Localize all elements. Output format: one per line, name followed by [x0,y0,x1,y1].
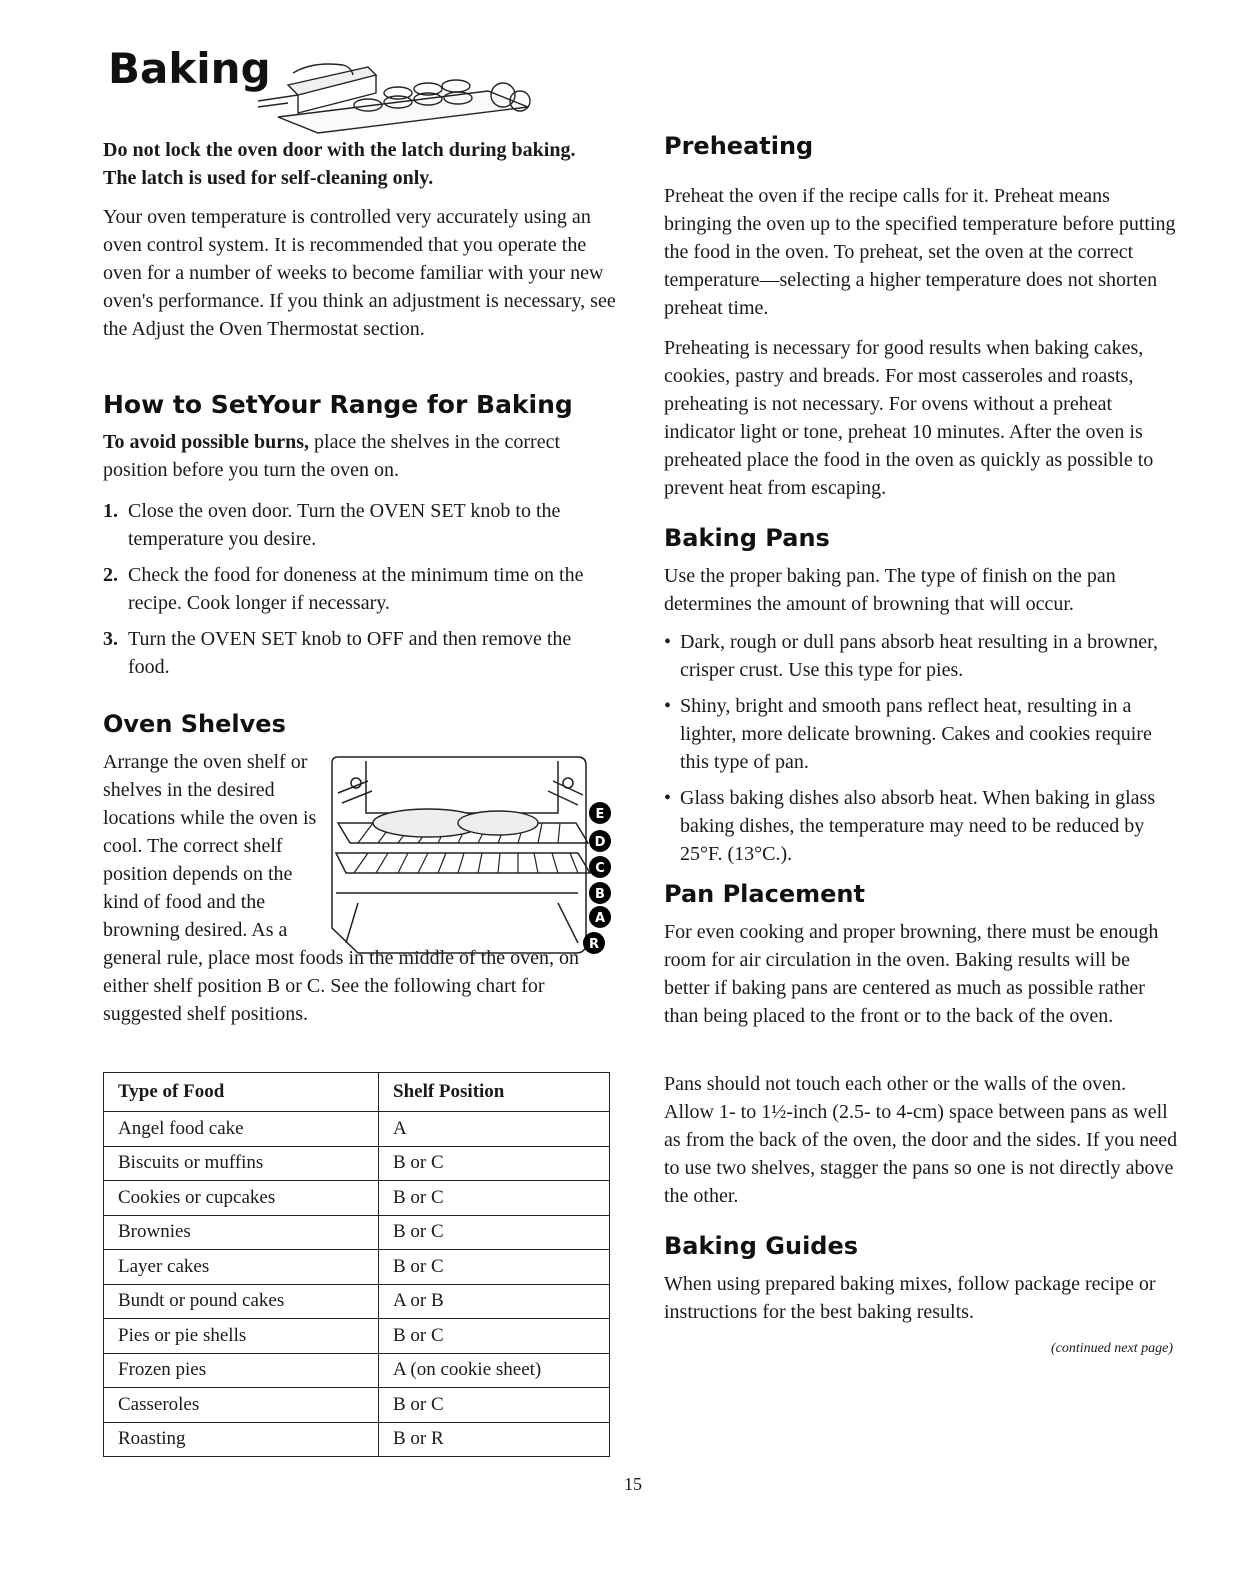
shelf-label-e: E [595,807,605,822]
intro-paragraph: Your oven temperature is controlled very accurately using an oven control system. It is recommended that you operate the oven for a number of weeks to become familiar with your new oven's performance. If you think an adjustment is necessary, see the Adjust the Oven Thermostat section. [103,206,616,340]
oven-shelves-text-continued: general rule, place most foods in the middle of the oven, on either shelf position B or C. See the following chart for suggested shelf positions. [103,947,579,1025]
pan-placement-heading: Pan Placement [664,880,865,908]
list-item: • Shiny, bright and smooth pans reflect heat, resulting in a lighter, more delicate browning. Cakes and cookies require this type of pan. [664,692,1179,776]
table-row [104,1284,610,1319]
oven-shelves-text: Arrange the oven shelf or shelves in the desired locations while the oven is cool. The correct shelf position depends on the kind of food and the browning desired. As a [103,751,317,941]
baking-pans-illustration [258,55,538,135]
preheating-paragraph-2: Preheating is necessary for good results when baking cakes, cookies, pastry and breads. For most casseroles and roasts, preheating is not necessary. For ovens without a preheat indicator light or tone, preheat 10 minutes. After the oven is preheated place the food in the oven as quickly as possible to prevent heat from escaping. [664,337,1154,499]
preheating-paragraph-1: Preheat the oven if the recipe calls for it. Preheat means bringing the oven up to the specified temperature before putting the food in the oven. To preheat, set the oven at the correct temperature—selecting a higher temperature does not shorten preheat time. [664,185,1176,319]
pan-placement-paragraph-1: For even cooking and proper browning, there must be enough room for air circulation in the oven. Baking results will be better if baking pans are centered as much as possible rather than being placed to the front or to the back of the oven. [664,921,1159,1027]
food-cell: Frozen pies [104,1353,379,1388]
table-row [104,1112,610,1147]
shelf-label-c: C [595,861,605,876]
page-title: Baking [108,44,271,93]
food-cell: Layer cakes [104,1250,379,1285]
food-cell: Bundt or pound cakes [104,1284,379,1319]
shelf-cell: B or C [379,1319,610,1354]
step-item [103,561,608,617]
food-cell: Roasting [104,1422,379,1457]
step-number: 2. [103,564,118,586]
baking-pans-heading: Baking Pans [664,524,830,552]
column-header-shelf: Shelf Position [379,1073,610,1112]
page-number: 15 [624,1474,642,1494]
list-item: • Glass baking dishes also absorb heat. When baking in glass baking dishes, the temperature may need to be reduced by 25°F. (13°C.). [664,784,1179,868]
food-cell: Cookies or cupcakes [104,1181,379,1216]
shelf-cell: A (on cookie sheet) [379,1353,610,1388]
shelf-cell: A or B [379,1284,610,1319]
table-row [104,1319,610,1354]
baking-pans-paragraph: Use the proper baking pan. The type of finish on the pan determines the amount of browning that will occur. [664,565,1116,615]
shelf-cell: B or C [379,1146,610,1181]
burns-note-bold: To avoid possible burns, [103,431,310,453]
pan-types-list [664,628,1179,876]
oven-shelf-diagram [328,753,628,963]
step-item [103,497,608,553]
column-header-food: Type of Food [104,1073,379,1112]
table-row [104,1388,610,1423]
shelf-cell: A [379,1112,610,1147]
table-row [104,1353,610,1388]
burns-note-text: place the shelves in the correct position before you turn the oven on. [103,431,561,481]
table-header-row [104,1073,610,1112]
latch-warning: Do not lock the oven door with the latch during baking. The latch is used for self-cleaning only. [103,139,576,189]
step-number: 1. [103,500,118,522]
food-cell: Casseroles [104,1388,379,1423]
baking-guides-heading: Baking Guides [664,1232,859,1260]
shelf-cell: B or C [379,1250,610,1285]
food-cell: Brownies [104,1215,379,1250]
table-row [104,1181,610,1216]
step-text: Check the food for doneness at the minimum time on the recipe. Cook longer if necessary. [128,564,584,614]
baking-steps [103,497,608,689]
set-range-heading: How to SetYour Range for Baking [103,390,573,419]
food-cell: Biscuits or muffins [104,1146,379,1181]
baking-guides-paragraph: When using prepared baking mixes, follow package recipe or instructions for the best baking results. [664,1273,1156,1323]
step-text: Turn the OVEN SET knob to OFF and then remove the food. [128,628,572,678]
shelf-label-r: R [588,937,600,952]
shelf-label-b: B [595,887,605,902]
food-cell: Pies or pie shells [104,1319,379,1354]
step-number: 3. [103,628,118,650]
burns-note [103,428,583,484]
food-cell: Angel food cake [104,1112,379,1147]
shelf-label-a: A [594,911,606,926]
pan-placement-paragraph-2: Pans should not touch each other or the walls of the oven. Allow 1- to 1½-inch (2.5- to 4-cm) space between pans as well as from the back of the oven, the door and the sides. If you need to use two shelves, stagger the pans so one is not directly above the other. [664,1073,1178,1207]
step-item [103,625,608,681]
shelf-cell: B or R [379,1422,610,1457]
shelf-cell: B or C [379,1181,610,1216]
oven-shelves-heading: Oven Shelves [103,710,286,738]
list-item: • Dark, rough or dull pans absorb heat resulting in a browner, crisper crust. Use this type for pies. [664,628,1179,684]
shelf-cell: B or C [379,1388,610,1423]
shelf-position-table [103,1072,610,1457]
step-text: Close the oven door. Turn the OVEN SET knob to the temperature you desire. [128,500,561,550]
shelf-label-d: D [594,835,606,850]
shelf-cell: B or C [379,1215,610,1250]
table-row [104,1215,610,1250]
table-row [104,1422,610,1457]
preheating-heading: Preheating [664,132,814,160]
table-row [104,1146,610,1181]
table-row [104,1250,610,1285]
continued-note: (continued next page) [1050,1341,1173,1356]
